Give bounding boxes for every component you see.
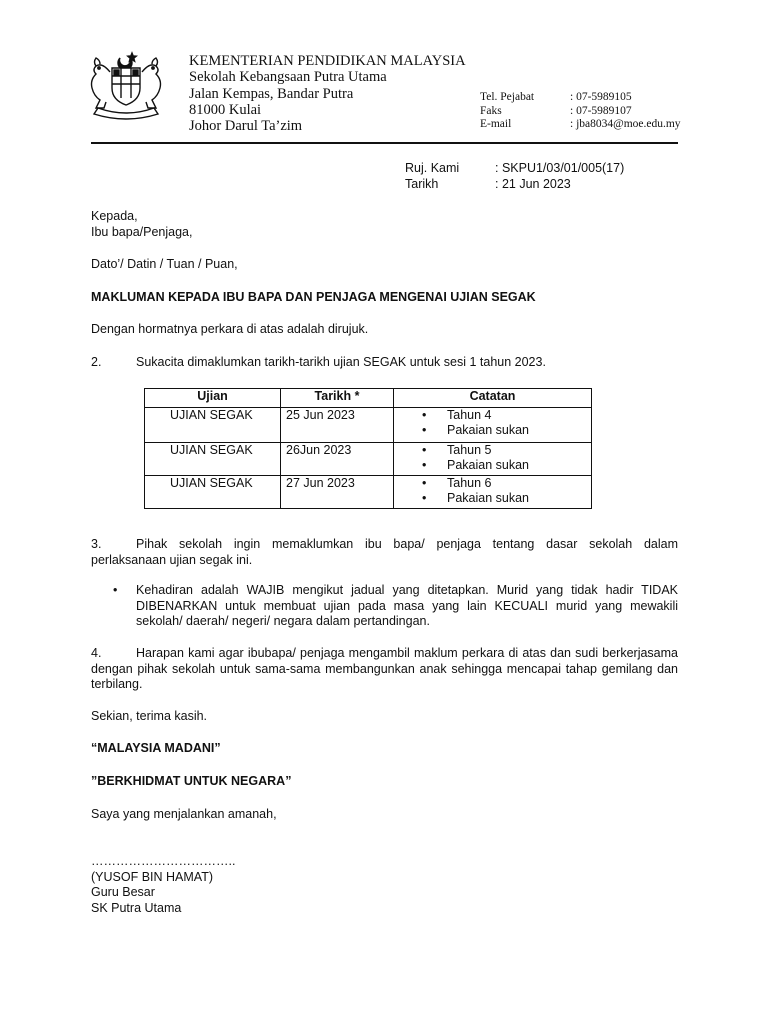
note-item: Pakaian sukan xyxy=(447,458,530,472)
closing-trust: Saya yang menjalankan amanah, xyxy=(91,807,277,821)
bullet-icon: • xyxy=(422,491,427,505)
paragraph-4 xyxy=(91,646,678,693)
contact-details xyxy=(480,91,681,132)
fax-label: Faks xyxy=(480,104,502,117)
ref-value: : SKPU1/03/01/005(17) xyxy=(495,161,625,175)
phone-label: Tel. Pejabat xyxy=(480,91,535,103)
note-item: Tahun 6 xyxy=(447,476,492,490)
address-line-3: Johor Darul Ta’zim xyxy=(189,118,303,135)
signatory-school: SK Putra Utama xyxy=(91,900,182,915)
policy-line-2: DIBENARKAN untuk membuat ujian pada masa yang lain KECUALI murid yang mewakili xyxy=(136,598,678,613)
recipient xyxy=(91,209,192,240)
paragraph-3-line-1: Pihak sekolah ingin memaklumkan ibu bapa/ penjaga tentang dasar sekolah dalam xyxy=(136,537,678,551)
letter-subject: MAKLUMAN KEPADA IBU BAPA DAN PENJAGA MENGENAI UJIAN SEGAK xyxy=(91,290,536,304)
cell-test: UJIAN SEGAK xyxy=(145,476,281,509)
policy-bullet xyxy=(113,583,678,630)
paragraph-4-line-3: terbilang. xyxy=(91,677,143,691)
salutation: Dato’/ Datin / Tuan / Puan, xyxy=(91,257,238,271)
col-header-test: Ujian xyxy=(145,389,281,408)
cell-test: UJIAN SEGAK xyxy=(145,408,281,443)
cell-date: 27 Jun 2023 xyxy=(281,476,394,509)
cell-notes xyxy=(394,408,592,443)
bullet-icon: • xyxy=(422,443,427,457)
closing-thanks: Sekian, terima kasih. xyxy=(91,709,208,723)
ref-label: Ruj. Kami xyxy=(405,161,460,175)
address-line-1: Jalan Kempas, Bandar Putra xyxy=(189,85,354,102)
address-line-2: 81000 Kulai xyxy=(189,101,262,118)
motto-berkhidmat: ”BERKHIDMAT UNTUK NEGARA” xyxy=(91,774,292,788)
bullet-icon: • xyxy=(422,458,427,472)
paragraph-2-number: 2. xyxy=(91,355,102,369)
paragraph-4-line-1: Harapan kami agar ibubapa/ penjaga mengambil maklum perkara di atas dan sudi berkerjasama xyxy=(136,646,678,660)
paragraph-2 xyxy=(91,355,678,371)
bullet-icon: • xyxy=(422,408,427,422)
paragraph-4-number: 4. xyxy=(91,646,102,660)
paragraph-3 xyxy=(91,537,678,568)
signature-line: …………………………….. xyxy=(91,854,236,868)
table-row xyxy=(145,408,592,443)
date-value: : 21 Jun 2023 xyxy=(495,176,571,191)
letterhead xyxy=(189,53,466,134)
header-divider xyxy=(91,142,678,144)
fax-value: : 07-5989107 xyxy=(570,104,632,117)
coat-of-arms-icon xyxy=(84,50,168,120)
signatory-title: Guru Besar xyxy=(91,885,155,899)
cell-test: UJIAN SEGAK xyxy=(145,443,281,476)
recipient-line-1: Kepada, xyxy=(91,209,138,223)
recipient-line-2: Ibu bapa/Penjaga, xyxy=(91,224,193,239)
motto-malaysia-madani: “MALAYSIA MADANI” xyxy=(91,741,221,755)
signature-block xyxy=(91,854,235,916)
paragraph-3-line-2: perlaksanaan ujian segak ini. xyxy=(91,552,253,567)
cell-date: 25 Jun 2023 xyxy=(281,408,394,443)
table-row xyxy=(145,476,592,509)
date-label: Tarikh xyxy=(405,176,439,191)
bullet-icon: • xyxy=(422,423,427,437)
policy-line-1: Kehadiran adalah WAJIB mengikut jadual yang ditetapkan. Murid yang tidak hadir TIDAK xyxy=(136,583,678,597)
school-name: Sekolah Kebangsaan Putra Utama xyxy=(189,69,387,86)
signatory-name: (YUSOF BIN HAMAT) xyxy=(91,869,213,884)
note-item: Tahun 5 xyxy=(447,443,492,457)
bullet-icon: • xyxy=(422,476,427,490)
bullet-icon: • xyxy=(113,583,118,597)
table-row xyxy=(145,443,592,476)
note-item: Pakaian sukan xyxy=(447,491,530,505)
phone-value: : 07-5989105 xyxy=(570,91,632,103)
paragraph-3-number: 3. xyxy=(91,537,102,551)
email-value: : jba8034@moe.edu.my xyxy=(570,118,681,130)
col-header-date: Tarikh * xyxy=(281,389,394,408)
table-header-row xyxy=(145,389,592,408)
cell-notes xyxy=(394,476,592,509)
note-item: Pakaian sukan xyxy=(447,423,530,437)
email-label: E-mail xyxy=(480,118,512,130)
ministry-name: KEMENTERIAN PENDIDIKAN MALAYSIA xyxy=(189,53,466,69)
col-header-notes: Catatan xyxy=(394,389,592,408)
note-item: Tahun 4 xyxy=(447,408,492,422)
cell-notes xyxy=(394,443,592,476)
reference-block xyxy=(405,161,624,192)
opening-line: Dengan hormatnya perkara di atas adalah dirujuk. xyxy=(91,322,369,336)
paragraph-2-text: Sukacita dimaklumkan tarikh-tarikh ujian SEGAK untuk sesi 1 tahun 2023. xyxy=(136,355,546,369)
cell-date: 26Jun 2023 xyxy=(281,443,394,476)
test-schedule-table xyxy=(144,388,592,509)
policy-line-3: sekolah/ daerah/ negeri/ negara dalam pertandingan. xyxy=(136,614,430,628)
paragraph-4-line-2: dengan pihak sekolah untuk sama-sama membangunkan anak sehingga mencapai tahap gemilang dan xyxy=(91,661,678,676)
